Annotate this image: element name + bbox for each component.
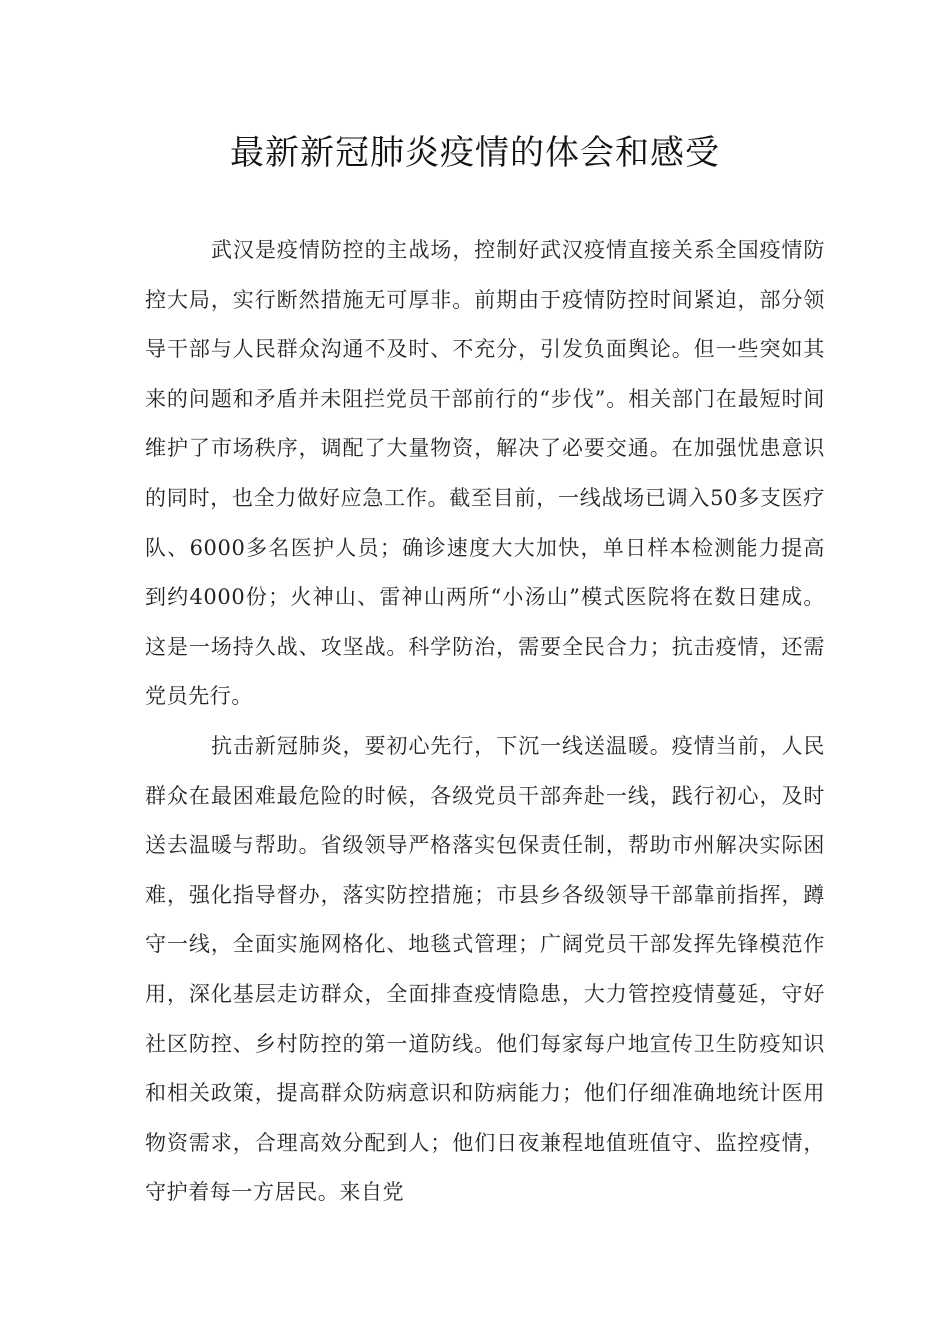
paragraph: 抗击新冠肺炎，要初心先行，下沉一线送温暖。疫情当前，人民群众在最困难最危险的时候，各级党员干部奔赴一线，践行初心，及时送去温暖与帮助。省级领导严格落实包保责任制，帮助市州解决实际困难，强化指导督办，落实防控措施；市县乡各级领导干部靠前指挥，蹲守一线，全面实施网格化、地毯式管理；广阔党员干部发挥先锋模范作用，深化基层走访群众，全面排查疫情隐患，大力管控疫情蔓延，守好社区防控、乡村防控的第一道防线。他们每家每户地宣传卫生防疫知识和相关政策，提高群众防病意识和防病能力；他们仔细准确地统计医用物资需求，合理高效分配到人；他们日夜兼程地值班值守、监控疫情，守护着每一方居民。来自党 (145, 733, 825, 1205)
document-body (145, 226, 825, 1218)
document-title: 最新新冠肺炎疫情的体会和感受 (230, 133, 720, 173)
paragraph: 武汉是疫情防控的主战场，控制好武汉疫情直接关系全国疫情防控大局，实行断然措施无可厚非。前期由于疫情防控时间紧迫，部分领导干部与人民群众沟通不及时、不充分，引发负面舆论。但一些突如其来的问题和矛盾并未阻拦党员干部前行的“步伐”。相关部门在最短时间维护了市场秩序，调配了大量物资，解决了必要交通。在加强忧患意识的同时，也全力做好应急工作。截至目前，一线战场已调入50多支医疗队、6000多名医护人员；确诊速度大大加快，单日样本检测能力提高到约4000份；火神山、雷神山两所“小汤山”模式医院将在数日建成。这是一场持久战、攻坚战。科学防治，需要全民合力；抗击疫情，还需党员先行。 (145, 238, 825, 709)
